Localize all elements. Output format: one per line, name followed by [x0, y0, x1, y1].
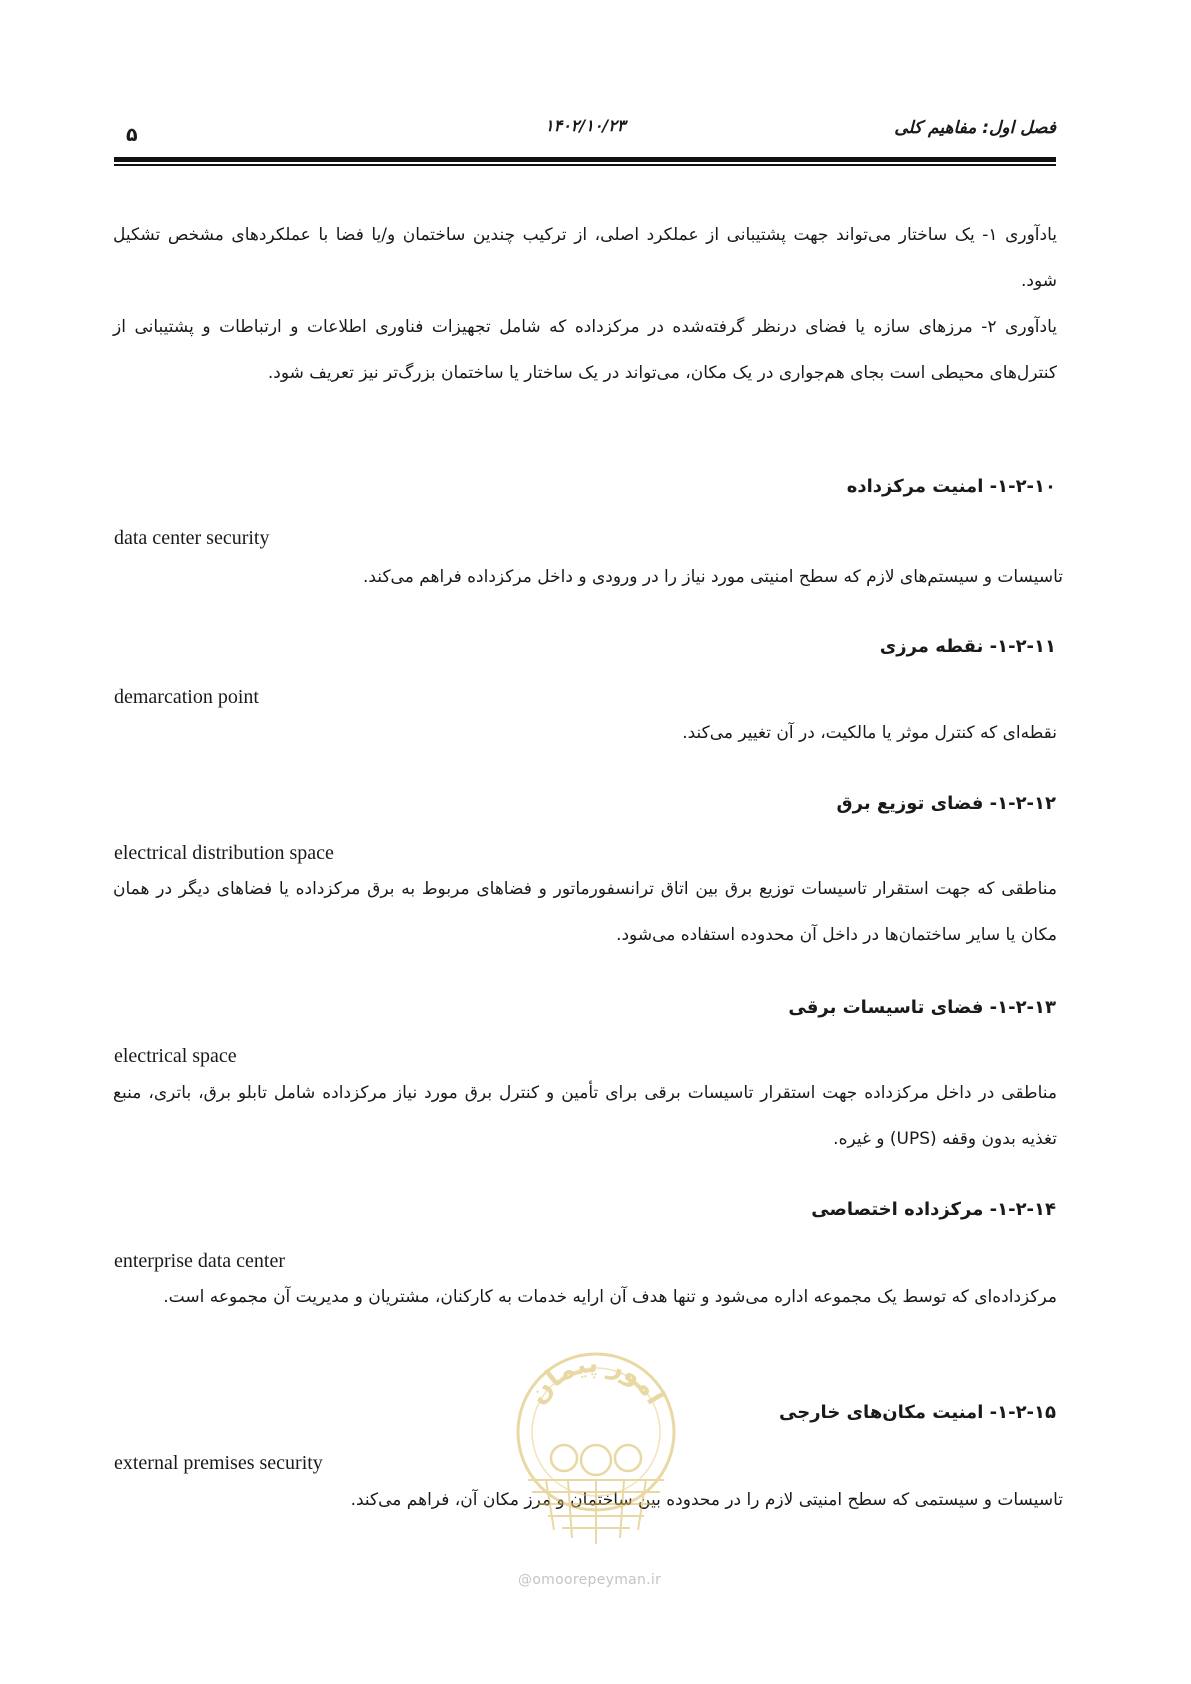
note-1: یادآوری ۱- یک ساختار می‌تواند جهت پشتیبانی از عملکرد اصلی، از ترکیب چندین ساختمان و/یا فضا با عملکردهای مشخص تشکیل شود.: [113, 225, 1057, 291]
note-2: یادآوری ۲- مرزهای سازه یا فضای درنظر گرفته‌شده در مرکزداده که شامل تجهیزات فناوری اطلاعات و ارتباطات و پشتیبانی از کنترل‌های محیطی است بجای هم‌جواری در یک مکان، می‌تواند در یک ساختار یا ساختمان بزرگ‌تر نیز تعریف شود.: [113, 317, 1057, 383]
section-heading-10: ۱-۲-۱۰- امنیت مرکزداده: [846, 476, 1056, 497]
section-english-10: data center security: [114, 527, 270, 549]
section-text-13: مناطقی در داخل مرکزداده جهت استقرار تاسیسات برقی برای تأمین و کنترل برق مورد نیاز مرکزداده شامل تابلو برق، باتری، منبع تغذیه بدون وقفه (UPS) و غیره.: [113, 1083, 1057, 1149]
section-heading-14: ۱-۲-۱۴- مرکزداده اختصاصی: [811, 1199, 1056, 1220]
section-text-11: نقطه‌ای که کنترل موثر یا مالکیت، در آن تغییر می‌کند.: [682, 723, 1057, 743]
section-heading-13: ۱-۲-۱۳- فضای تاسیسات برقی: [788, 997, 1056, 1018]
section-english-13: electrical space: [114, 1045, 237, 1067]
section-text-10: تاسیسات و سیستم‌های لازم که سطح امنیتی مورد نیاز را در ورودی و داخل مرکزداده فراهم می‌کند.: [362, 567, 1063, 587]
section-english-12: electrical distribution space: [114, 842, 334, 864]
section-text-14: مرکزداده‌ای که توسط یک مجموعه اداره می‌شود و تنها هدف آن ارایه خدمات به کارکنان، مشتریان و مدیریت آن مجموعه است.: [163, 1287, 1057, 1307]
section-english-11: demarcation point: [114, 686, 259, 708]
page-header: [0, 118, 1191, 148]
page-number: ۵: [126, 124, 138, 146]
section-heading-15: ۱-۲-۱۵- امنیت مکان‌های خارجی: [779, 1402, 1056, 1423]
svg-text:امور پیمان: [522, 1350, 670, 1410]
section-text-15: تاسیسات و سیستمی که سطح امنیتی لازم را در محدوده بین ساختمان و مرز مکان آن، فراهم می‌کند.: [350, 1490, 1063, 1510]
watermark-logo-text: امور پیمان: [522, 1350, 671, 1410]
at-icon: @: [518, 1572, 533, 1588]
section-english-14: enterprise data center: [114, 1250, 286, 1272]
section-heading-11: ۱-۲-۱۱- نقطه مرزی: [879, 636, 1056, 657]
watermark-logo: [506, 1350, 686, 1550]
header-rule-thick: [114, 157, 1056, 162]
chapter-title: فصل اول: مفاهیم کلی: [894, 118, 1056, 138]
section-english-15: external premises security: [114, 1452, 323, 1474]
watermark-url: @omoorepeyman.ir: [518, 1572, 662, 1588]
header-rule-thin: [114, 164, 1056, 166]
section-text-12: مناطقی که جهت استقرار تاسیسات توزیع برق بین اتاق ترانسفورماتور و فضاهای مربوط به برق مرکزداده یا فضاهای دیگر در همان مکان یا سایر ساختمان‌ها در داخل آن محدوده استفاده می‌شود.: [113, 879, 1057, 945]
header-date: ۱۴۰۲/۱۰/۲۳: [545, 116, 626, 135]
section-heading-12: ۱-۲-۱۲- فضای توزیع برق: [836, 793, 1056, 814]
